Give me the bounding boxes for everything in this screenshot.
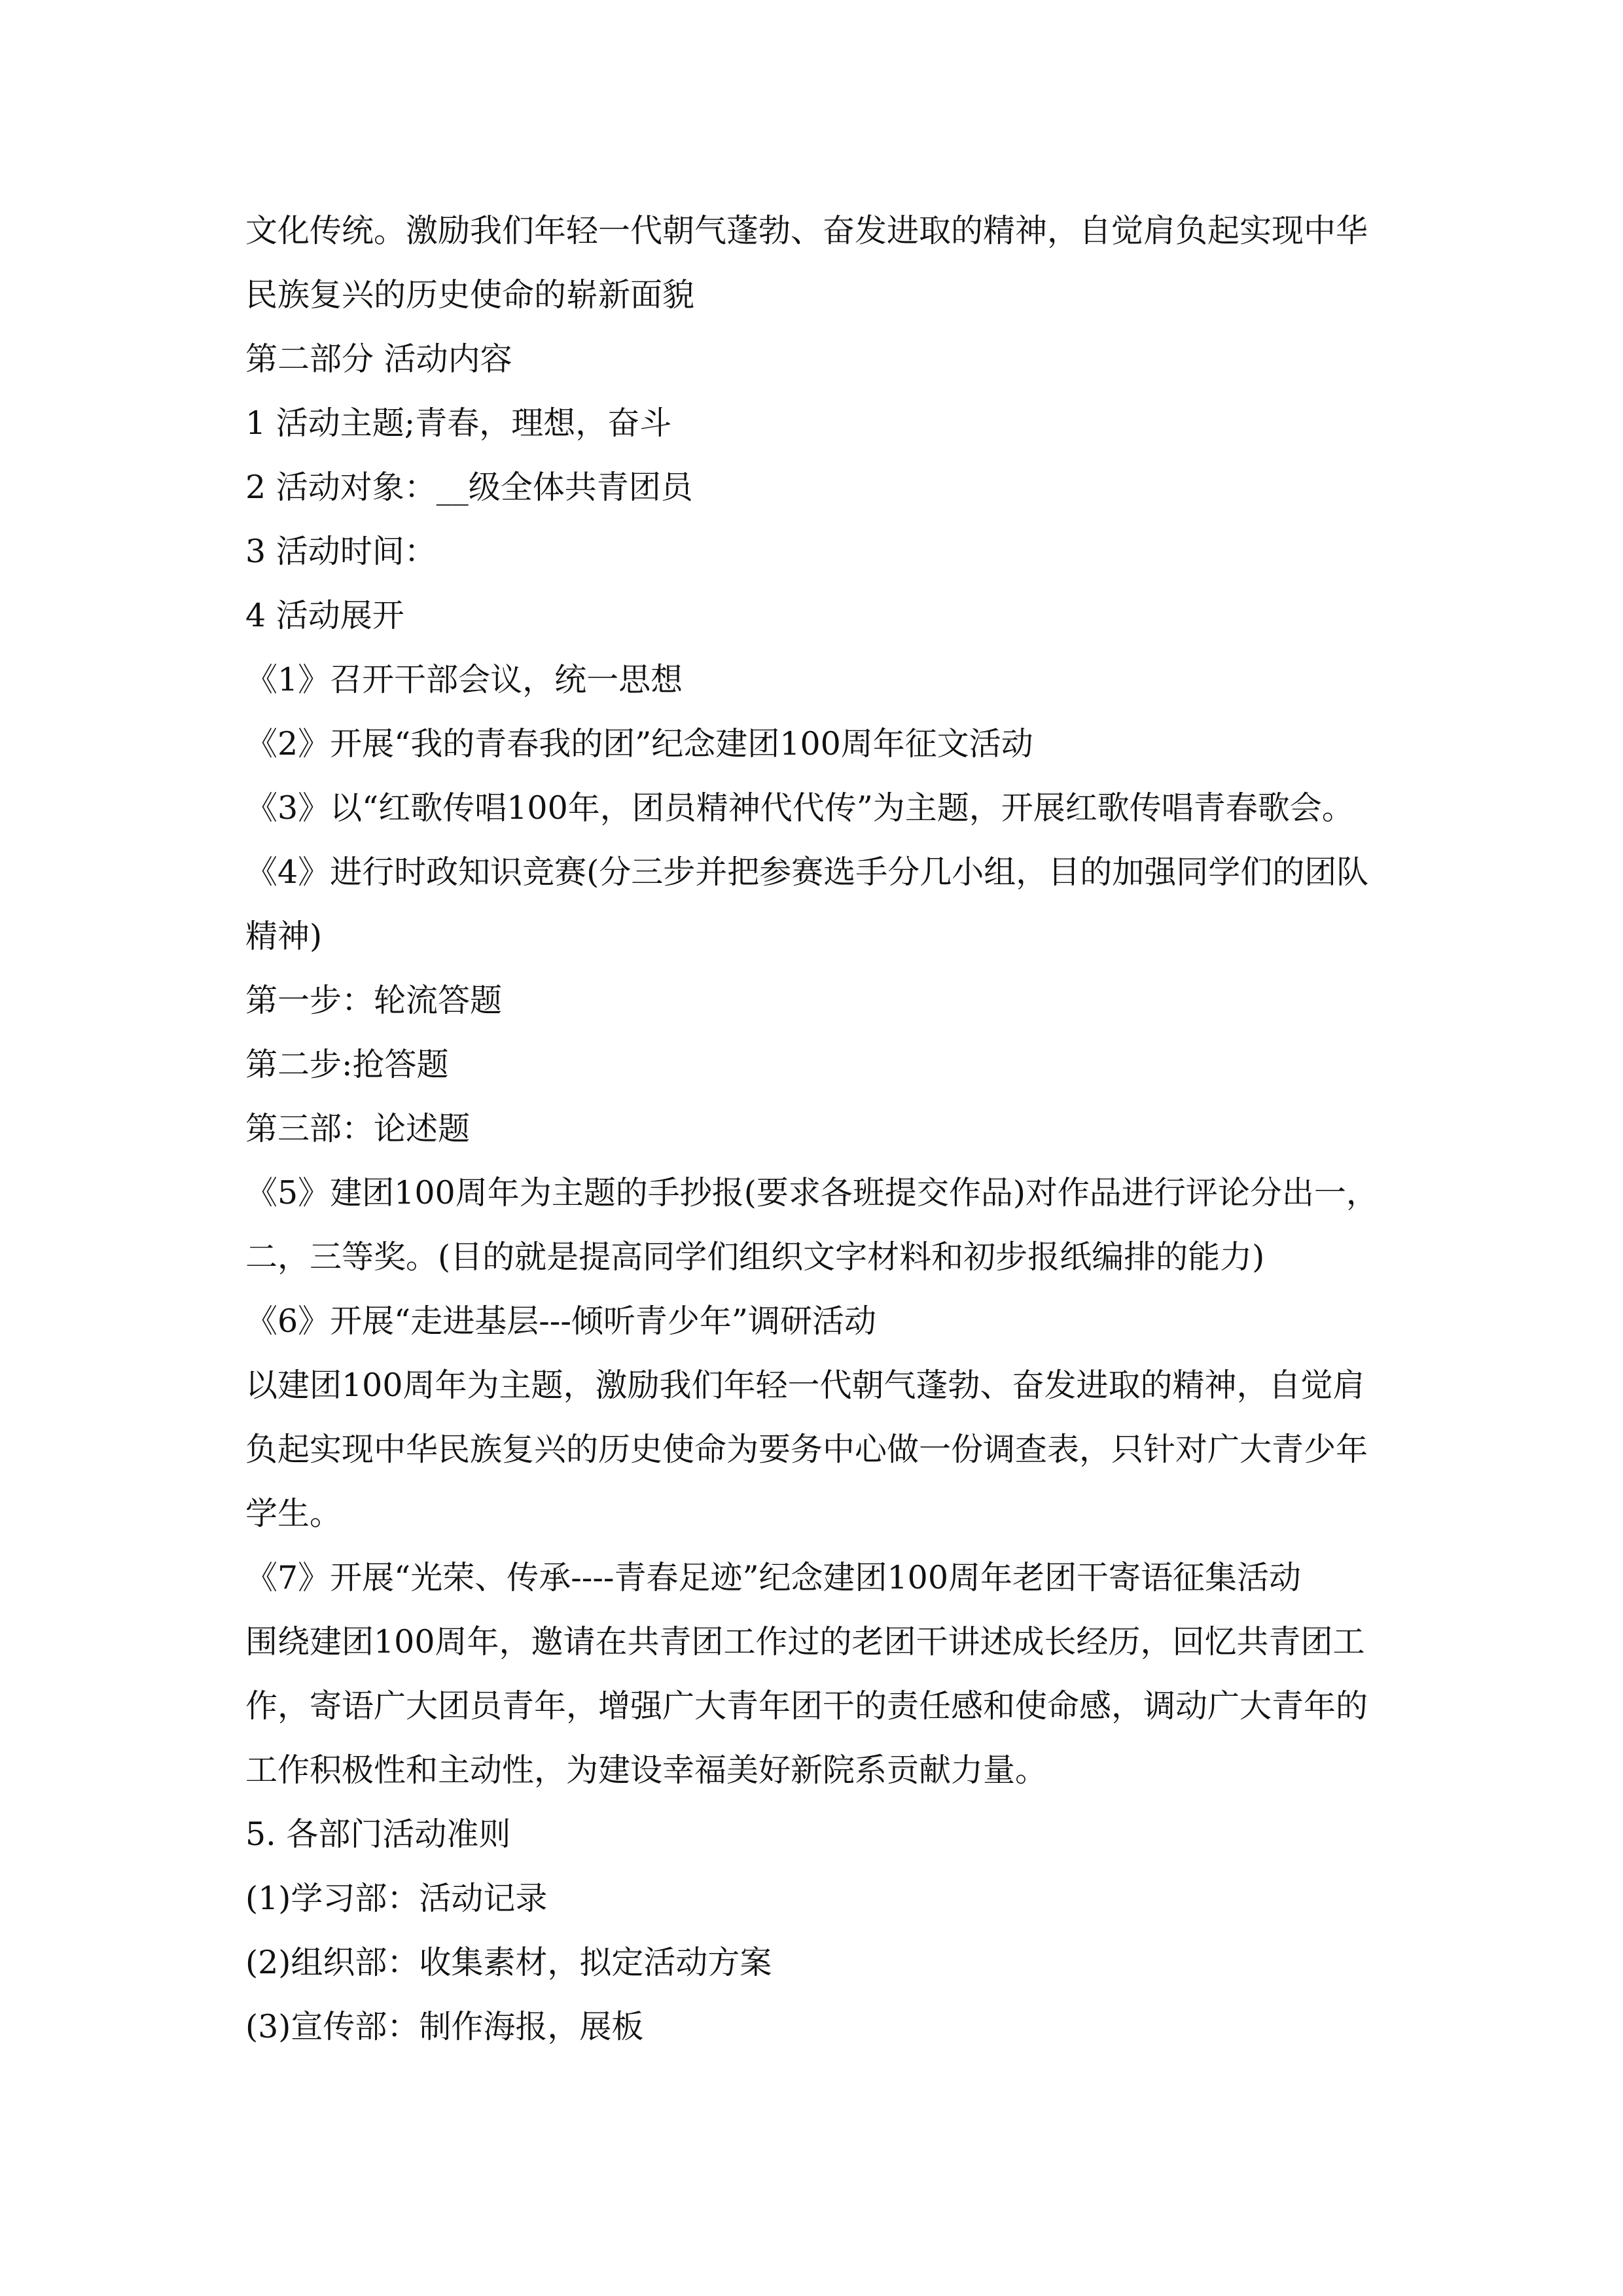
- text-line: (1)学习部：活动记录: [245, 1880, 548, 1917]
- text-line: 5. 各部门活动准则: [245, 1816, 511, 1853]
- text-line: 民族复兴的历史使命的崭新面貌: [245, 276, 695, 314]
- text-line: 作，寄语广大团员青年，增强广大青年团干的责任感和使命感，调动广大青年的: [245, 1687, 1368, 1725]
- text-line: 《3》以“红歌传唱100年，团员精神代代传”为主题，开展红歌传唱青春歌会。: [245, 789, 1354, 827]
- text-line: 1 活动主题;青春，理想，奋斗: [245, 404, 672, 442]
- text-line: 《7》开展“光荣、传承----青春足迹”纪念建团100周年老团干寄语征集活动: [245, 1559, 1302, 1596]
- section-heading: 第二部分 活动内容: [245, 340, 512, 378]
- text-line: 《5》建团100周年为主题的手抄报(要求各班提交作品)对作品进行评论分出一，: [245, 1174, 1378, 1211]
- text-line: 学生。: [245, 1495, 342, 1532]
- text-line: 第二步:抢答题: [245, 1046, 449, 1083]
- text-line: 文化传统。激励我们年轻一代朝气蓬勃、奋发进取的精神，自觉肩负起实现中华: [245, 212, 1368, 249]
- text-line: 工作积极性和主动性，为建设幸福美好新院系贡献力量。: [245, 1751, 1048, 1789]
- document-body: [245, 199, 1397, 2059]
- text-line: 《1》召开干部会议，统一思想: [245, 661, 683, 698]
- text-line: 围绕建团100周年，邀请在共青团工作过的老团干讲述成长经历，回忆共青团工: [245, 1623, 1365, 1660]
- text-line: 2 活动对象：__级全体共青团员: [245, 469, 693, 506]
- text-line: 以建团100周年为主题，激励我们年轻一代朝气蓬勃、奋发进取的精神，自觉肩: [245, 1367, 1365, 1404]
- text-line: 《6》开展“走进基层---倾听青少年”调研活动: [245, 1302, 876, 1340]
- text-line: (3)宣传部：制作海报，展板: [245, 2008, 644, 2045]
- text-line: 精神): [245, 918, 323, 955]
- text-line: 3 活动时间：: [245, 533, 437, 570]
- text-line: 《2》开展“我的青春我的团”纪念建团100周年征文活动: [245, 725, 1033, 762]
- text-line: (2)组织部：收集素材，拟定活动方案: [245, 1944, 772, 1981]
- text-line: 负起实现中华民族复兴的历史使命为要务中心做一份调查表，只针对广大青少年: [245, 1431, 1368, 1468]
- text-line: 第一步：轮流答题: [245, 982, 503, 1019]
- text-line: 第三部：论述题: [245, 1110, 471, 1147]
- text-line: 二，三等奖。(目的就是提高同学们组织文字材料和初步报纸编排的能力): [245, 1238, 1265, 1276]
- text-line: 4 活动展开: [245, 597, 404, 634]
- text-line: 《4》进行时政知识竞赛(分三步并把参赛选手分几小组，目的加强同学们的团队: [245, 853, 1369, 891]
